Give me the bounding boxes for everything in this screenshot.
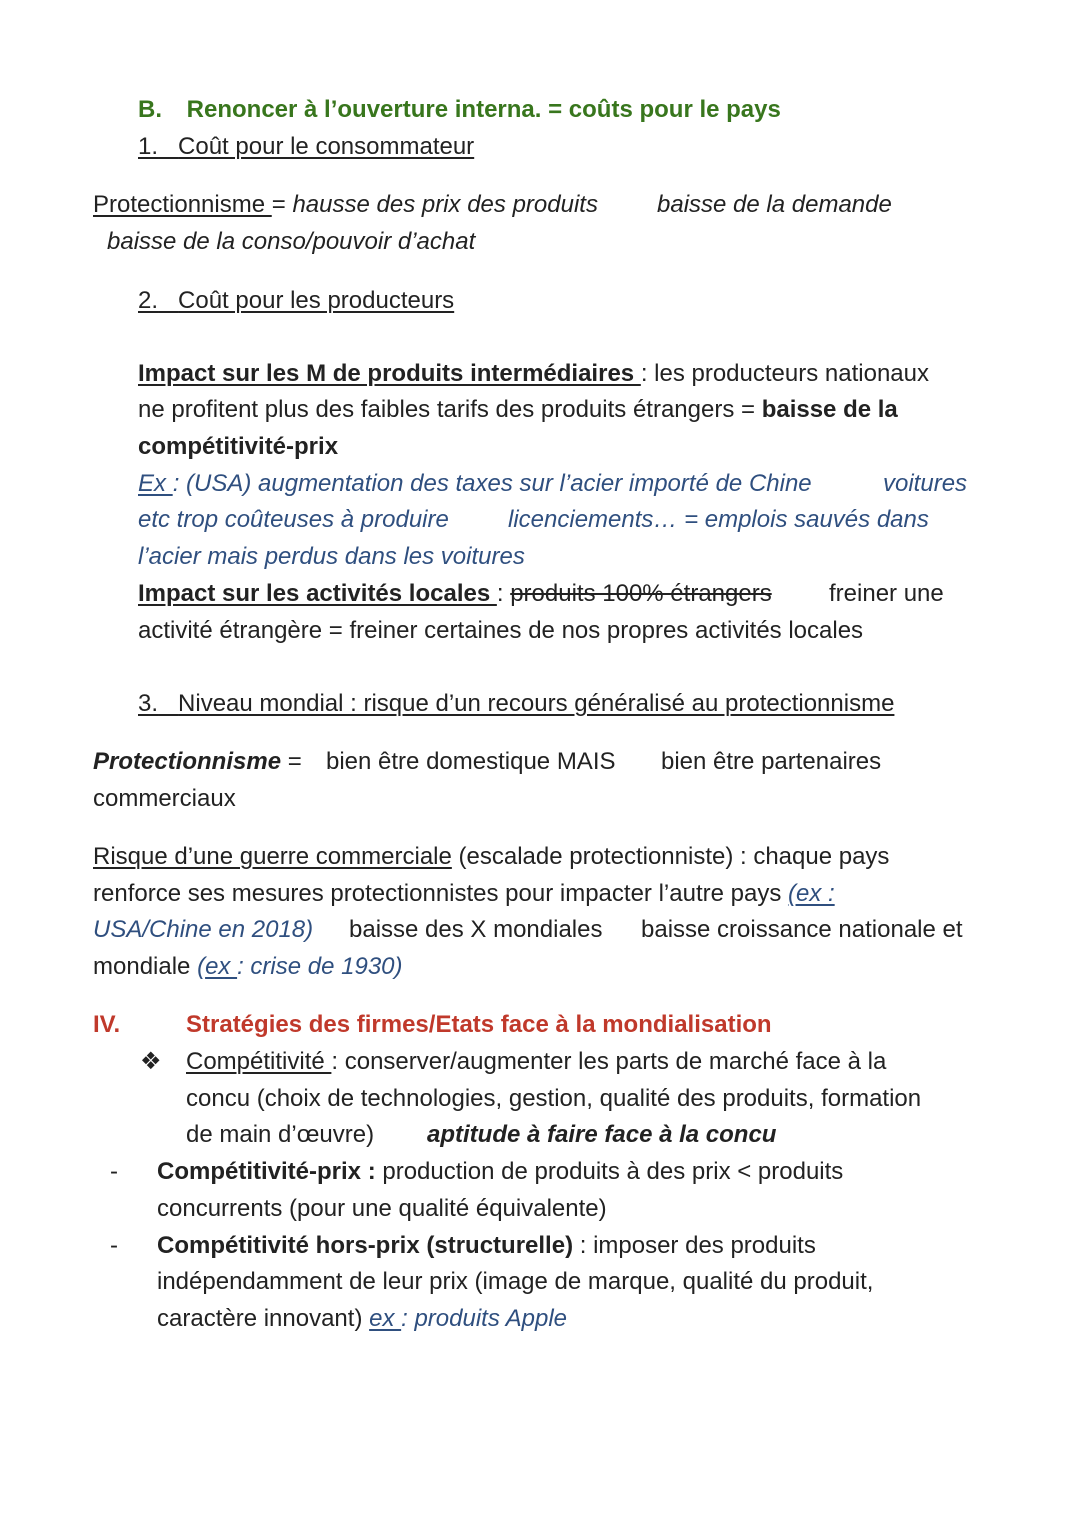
dash-bullet-nonprice: - — [110, 1232, 118, 1259]
protectionnisme-welfare-line — [93, 744, 302, 780]
impact-local-heading: Impact sur les activités locales — [138, 580, 497, 607]
subsection-1-title: Coût pour le consommateur — [178, 133, 475, 160]
demand-drop-text: baisse de la demande — [657, 191, 892, 218]
competitiveness-line-1 — [186, 1044, 886, 1080]
impact-intermediate-line-2 — [138, 392, 898, 428]
consumption-drop-text: baisse de la conso/pouvoir d’achat — [107, 228, 476, 255]
example-cars: voitures — [883, 470, 968, 497]
impact-intermediate-heading: Impact sur les M de produits intermédiaires — [138, 360, 641, 387]
apple-example-text: : produits Apple — [401, 1305, 568, 1332]
impact-intermediate-text-2: ne profitent plus des faibles tarifs des produits étrangers = — [138, 396, 762, 423]
struck-foreign-products: produits 100% étrangers — [510, 580, 772, 607]
price-competitiveness-drop: baisse de la — [761, 396, 898, 423]
section-b-title: Renoncer à l’ouverture interna. = coûts pour le pays — [186, 96, 781, 123]
example-label: Ex — [138, 470, 173, 497]
welfare-equals: = — [281, 748, 302, 775]
apple-example-label: ex — [369, 1305, 402, 1332]
growth-drop: baisse croissance nationale et — [641, 916, 963, 943]
diamond-bullet-glyph: ❖ — [140, 1048, 162, 1075]
trade-war-line-1 — [93, 839, 889, 875]
domestic-welfare-text: bien être domestique MAIS — [326, 748, 616, 775]
example-usa-steel-text: : (USA) augmentation des taxes sur l’acier importé de Chine — [172, 470, 812, 497]
competitiveness-heading: Compétitivité — [186, 1048, 332, 1075]
price-comp-line-2: concurrents (pour une qualité équivalente) — [157, 1195, 607, 1222]
crisis-1930-text: : crise de 1930) — [237, 953, 403, 980]
subsection-1-num: 1. — [138, 133, 159, 160]
trade-war-heading: Risque d’une guerre commerciale — [93, 843, 452, 870]
nonprice-comp-line-3 — [157, 1301, 567, 1337]
innovative-text: caractère innovant) — [157, 1305, 370, 1332]
dash-bullet-price: - — [110, 1158, 118, 1185]
world-exports-drop: baisse des X mondiales — [349, 916, 603, 943]
crisis-example-label: ex — [205, 953, 238, 980]
price-comp-heading: Compétitivité-prix : — [157, 1158, 376, 1185]
example-jobs-lost: l’acier mais perdus dans les voitures — [138, 543, 525, 570]
impact-local-colon: : — [496, 580, 511, 607]
trade-war-text: (escalade protectionniste) : chaque pays — [451, 843, 890, 870]
crisis-paren: ( — [197, 953, 206, 980]
subsection-3-title: Niveau mondial : risque d’un recours généralisé au protectionnisme — [178, 690, 895, 717]
price-competitiveness-term: compétitivité-prix — [138, 433, 339, 460]
protectionnisme-bold-term: Protectionnisme — [93, 748, 282, 775]
nonprice-comp-line-2: indépendamment de leur prix (image de marque, qualité du produit, — [157, 1268, 874, 1295]
competitiveness-line-2: concu (choix de technologies, gestion, qualité des produits, formation — [186, 1085, 922, 1112]
example-layoffs: licenciements… = emplois sauvés dans — [508, 506, 929, 533]
price-comp-text: production de produits à des prix < produits — [375, 1158, 844, 1185]
competitiveness-text: : conserver/augmenter les parts de marché face à la — [331, 1048, 887, 1075]
subsection-2-heading — [138, 283, 454, 319]
paragraph-consumer-line-1 — [93, 187, 598, 223]
subsection-3-heading — [138, 686, 894, 722]
section-iv-title: Stratégies des firmes/Etats face à la mondialisation — [186, 1011, 772, 1038]
impact-local-line-1 — [138, 576, 772, 612]
section-b-letter: B. — [138, 96, 162, 123]
impact-intermediate-line-1 — [138, 356, 929, 392]
trade-war-line-4 — [93, 949, 403, 985]
usa-china-example: USA/Chine en 2018) — [93, 916, 314, 943]
price-comp-line-1 — [157, 1154, 843, 1190]
protectionnisme-term: Protectionnisme — [93, 191, 272, 218]
trade-war-example-colon: : — [828, 880, 835, 907]
impact-intermediate-text: : les producteurs nationaux — [640, 360, 929, 387]
slow-down-text: freiner une — [829, 580, 944, 607]
nonprice-comp-heading: Compétitivité hors-prix (structurelle) — [157, 1232, 574, 1259]
subsection-3-num: 3. — [138, 690, 159, 717]
diamond-bullet-icon — [140, 1044, 162, 1080]
example-costly: etc trop coûteuses à produire — [138, 506, 449, 533]
commercial-partners-text: commerciaux — [93, 785, 236, 812]
trade-war-example-label: (ex — [787, 880, 828, 907]
competitiveness-definition: aptitude à faire face à la concu — [427, 1121, 777, 1148]
subsection-2-title: Coût pour les producteurs — [178, 287, 455, 314]
nonprice-comp-line-1 — [157, 1228, 816, 1264]
competitiveness-line-3: de main d’œuvre) — [186, 1121, 375, 1148]
price-rise-text: hausse des prix des produits — [292, 191, 598, 218]
trade-war-line-2 — [93, 876, 835, 912]
example-usa-steel — [138, 466, 812, 502]
partner-welfare-text: bien être partenaires — [661, 748, 882, 775]
section-b-heading — [138, 92, 781, 128]
subsection-1-heading — [138, 129, 474, 165]
nonprice-comp-text: : imposer des produits — [573, 1232, 816, 1259]
section-iv-num: IV. — [93, 1011, 121, 1038]
subsection-2-num: 2. — [138, 287, 159, 314]
trade-war-text-2: renforce ses mesures protectionnistes pour impacter l’autre pays — [93, 880, 788, 907]
impact-local-line-2: activité étrangère = freiner certaines de nos propres activités locales — [138, 617, 864, 644]
equals-sign: = — [271, 191, 293, 218]
world-text: mondiale — [93, 953, 198, 980]
